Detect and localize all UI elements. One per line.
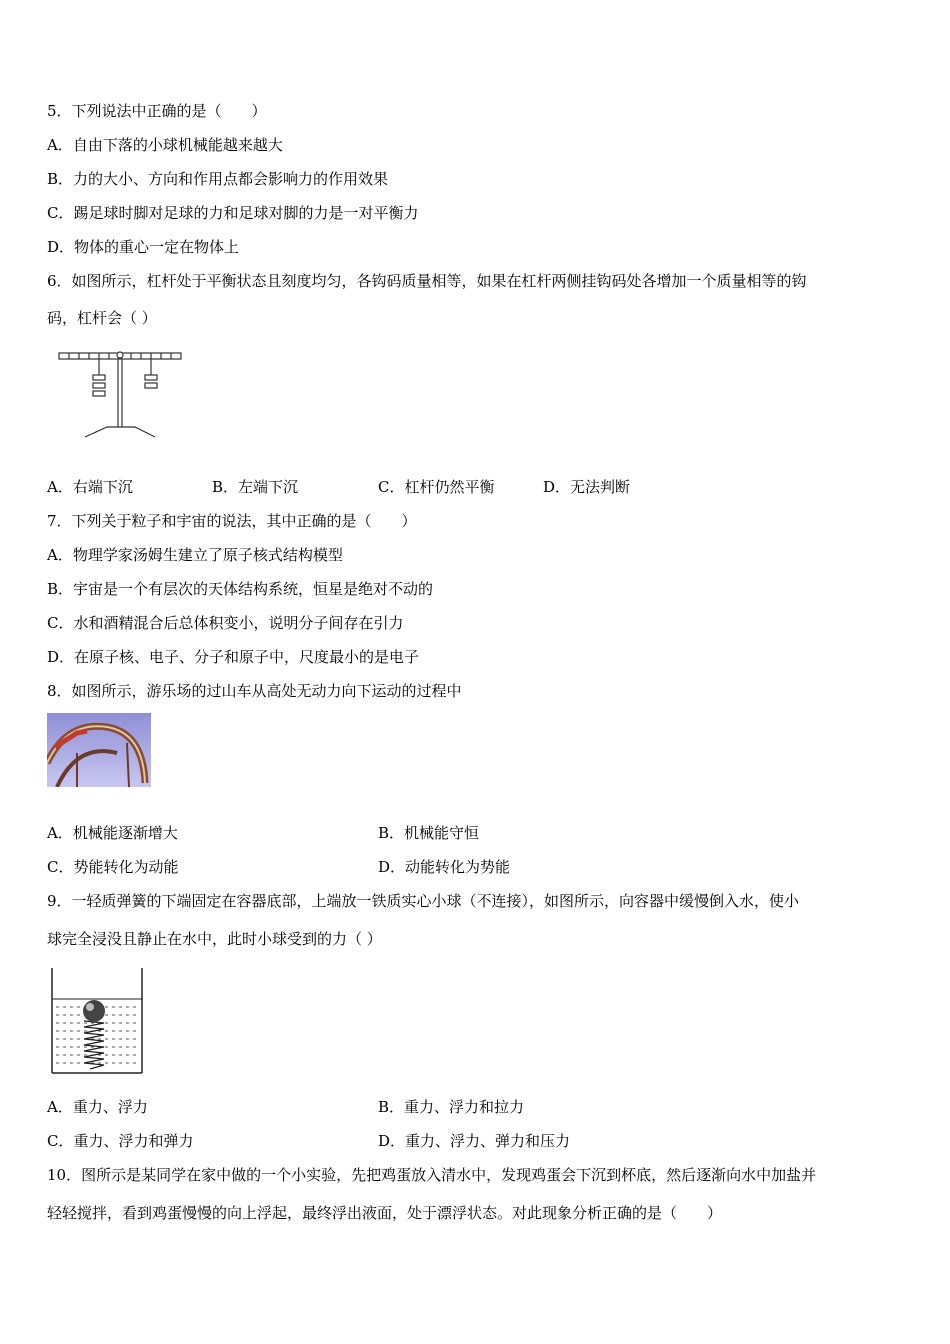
q8-option-d: D．动能转化为势能 [378, 858, 511, 876]
q5-option-a: A．自由下落的小球机械能越来越大 [47, 136, 283, 154]
lever-balance-figure [55, 345, 185, 441]
q8-option-b: B．机械能守恒 [378, 824, 480, 842]
q6-option-d: D．无法判断 [543, 478, 631, 496]
q5-option-c: C．踢足球时脚对足球的力和足球对脚的力是一对平衡力 [47, 204, 419, 222]
q6-stem-line2: 码，杠杆会（ ） [47, 309, 157, 327]
spring-ball-container-figure [50, 967, 144, 1075]
q9-option-a: A．重力、浮力 [47, 1098, 148, 1116]
q7-option-b: B．宇宙是一个有层次的天体结构系统，恒星是绝对不动的 [47, 580, 434, 598]
q9-option-d: D．重力、浮力、弹力和压力 [378, 1132, 571, 1150]
q9-option-c: C．重力、浮力和弹力 [47, 1132, 194, 1150]
q6-option-c: C．杠杆仍然平衡 [378, 478, 495, 496]
q7-option-c: C．水和酒精混合后总体积变小，说明分子间存在引力 [47, 614, 404, 632]
q7-option-a: A．物理学家汤姆生建立了原子核式结构模型 [47, 546, 343, 564]
q9-stem-line1: 9．一轻质弹簧的下端固定在容器底部，上端放一铁质实心小球（不连接），如图所示，向容器中缓慢倒入水，使小 [47, 892, 800, 910]
q6-option-b: B．左端下沉 [212, 478, 299, 496]
q8-option-c: C．势能转化为动能 [47, 858, 179, 876]
q5-option-b: B．力的大小、方向和作用点都会影响力的作用效果 [47, 170, 389, 188]
q7-option-d: D．在原子核、电子、分子和原子中，尺度最小的是电子 [47, 648, 420, 666]
q7-stem: 7．下列关于粒子和宇宙的说法，其中正确的是（ ） [47, 512, 417, 530]
q10-stem-line1: 10．图所示是某同学在家中做的一个小实验，先把鸡蛋放入清水中，发现鸡蛋会下沉到杯底，然后逐渐向水中加盐并 [47, 1166, 817, 1184]
q5-option-d: D．物体的重心一定在物体上 [47, 238, 240, 256]
q10-stem-line2: 轻轻搅拌，看到鸡蛋慢慢的向上浮起，最终浮出液面，处于漂浮状态。对此现象分析正确的是（ ） [47, 1204, 723, 1222]
q9-stem-line2: 球完全浸没且静止在水中，此时小球受到的力（ ） [47, 930, 382, 948]
q5-stem: 5．下列说法中正确的是（ ） [47, 102, 267, 120]
q8-option-a: A．机械能逐渐增大 [47, 824, 178, 842]
roller-coaster-photo [47, 713, 151, 787]
q6-option-a: A．右端下沉 [47, 478, 133, 496]
q9-option-b: B．重力、浮力和拉力 [378, 1098, 525, 1116]
q6-stem-line1: 6．如图所示，杠杆处于平衡状态且刻度均匀，各钩码质量相等，如果在杠杆两侧挂钩码处各增加一个质量相等的钩 [47, 272, 807, 290]
q8-stem: 8．如图所示，游乐场的过山车从高处无动力向下运动的过程中 [47, 682, 462, 700]
